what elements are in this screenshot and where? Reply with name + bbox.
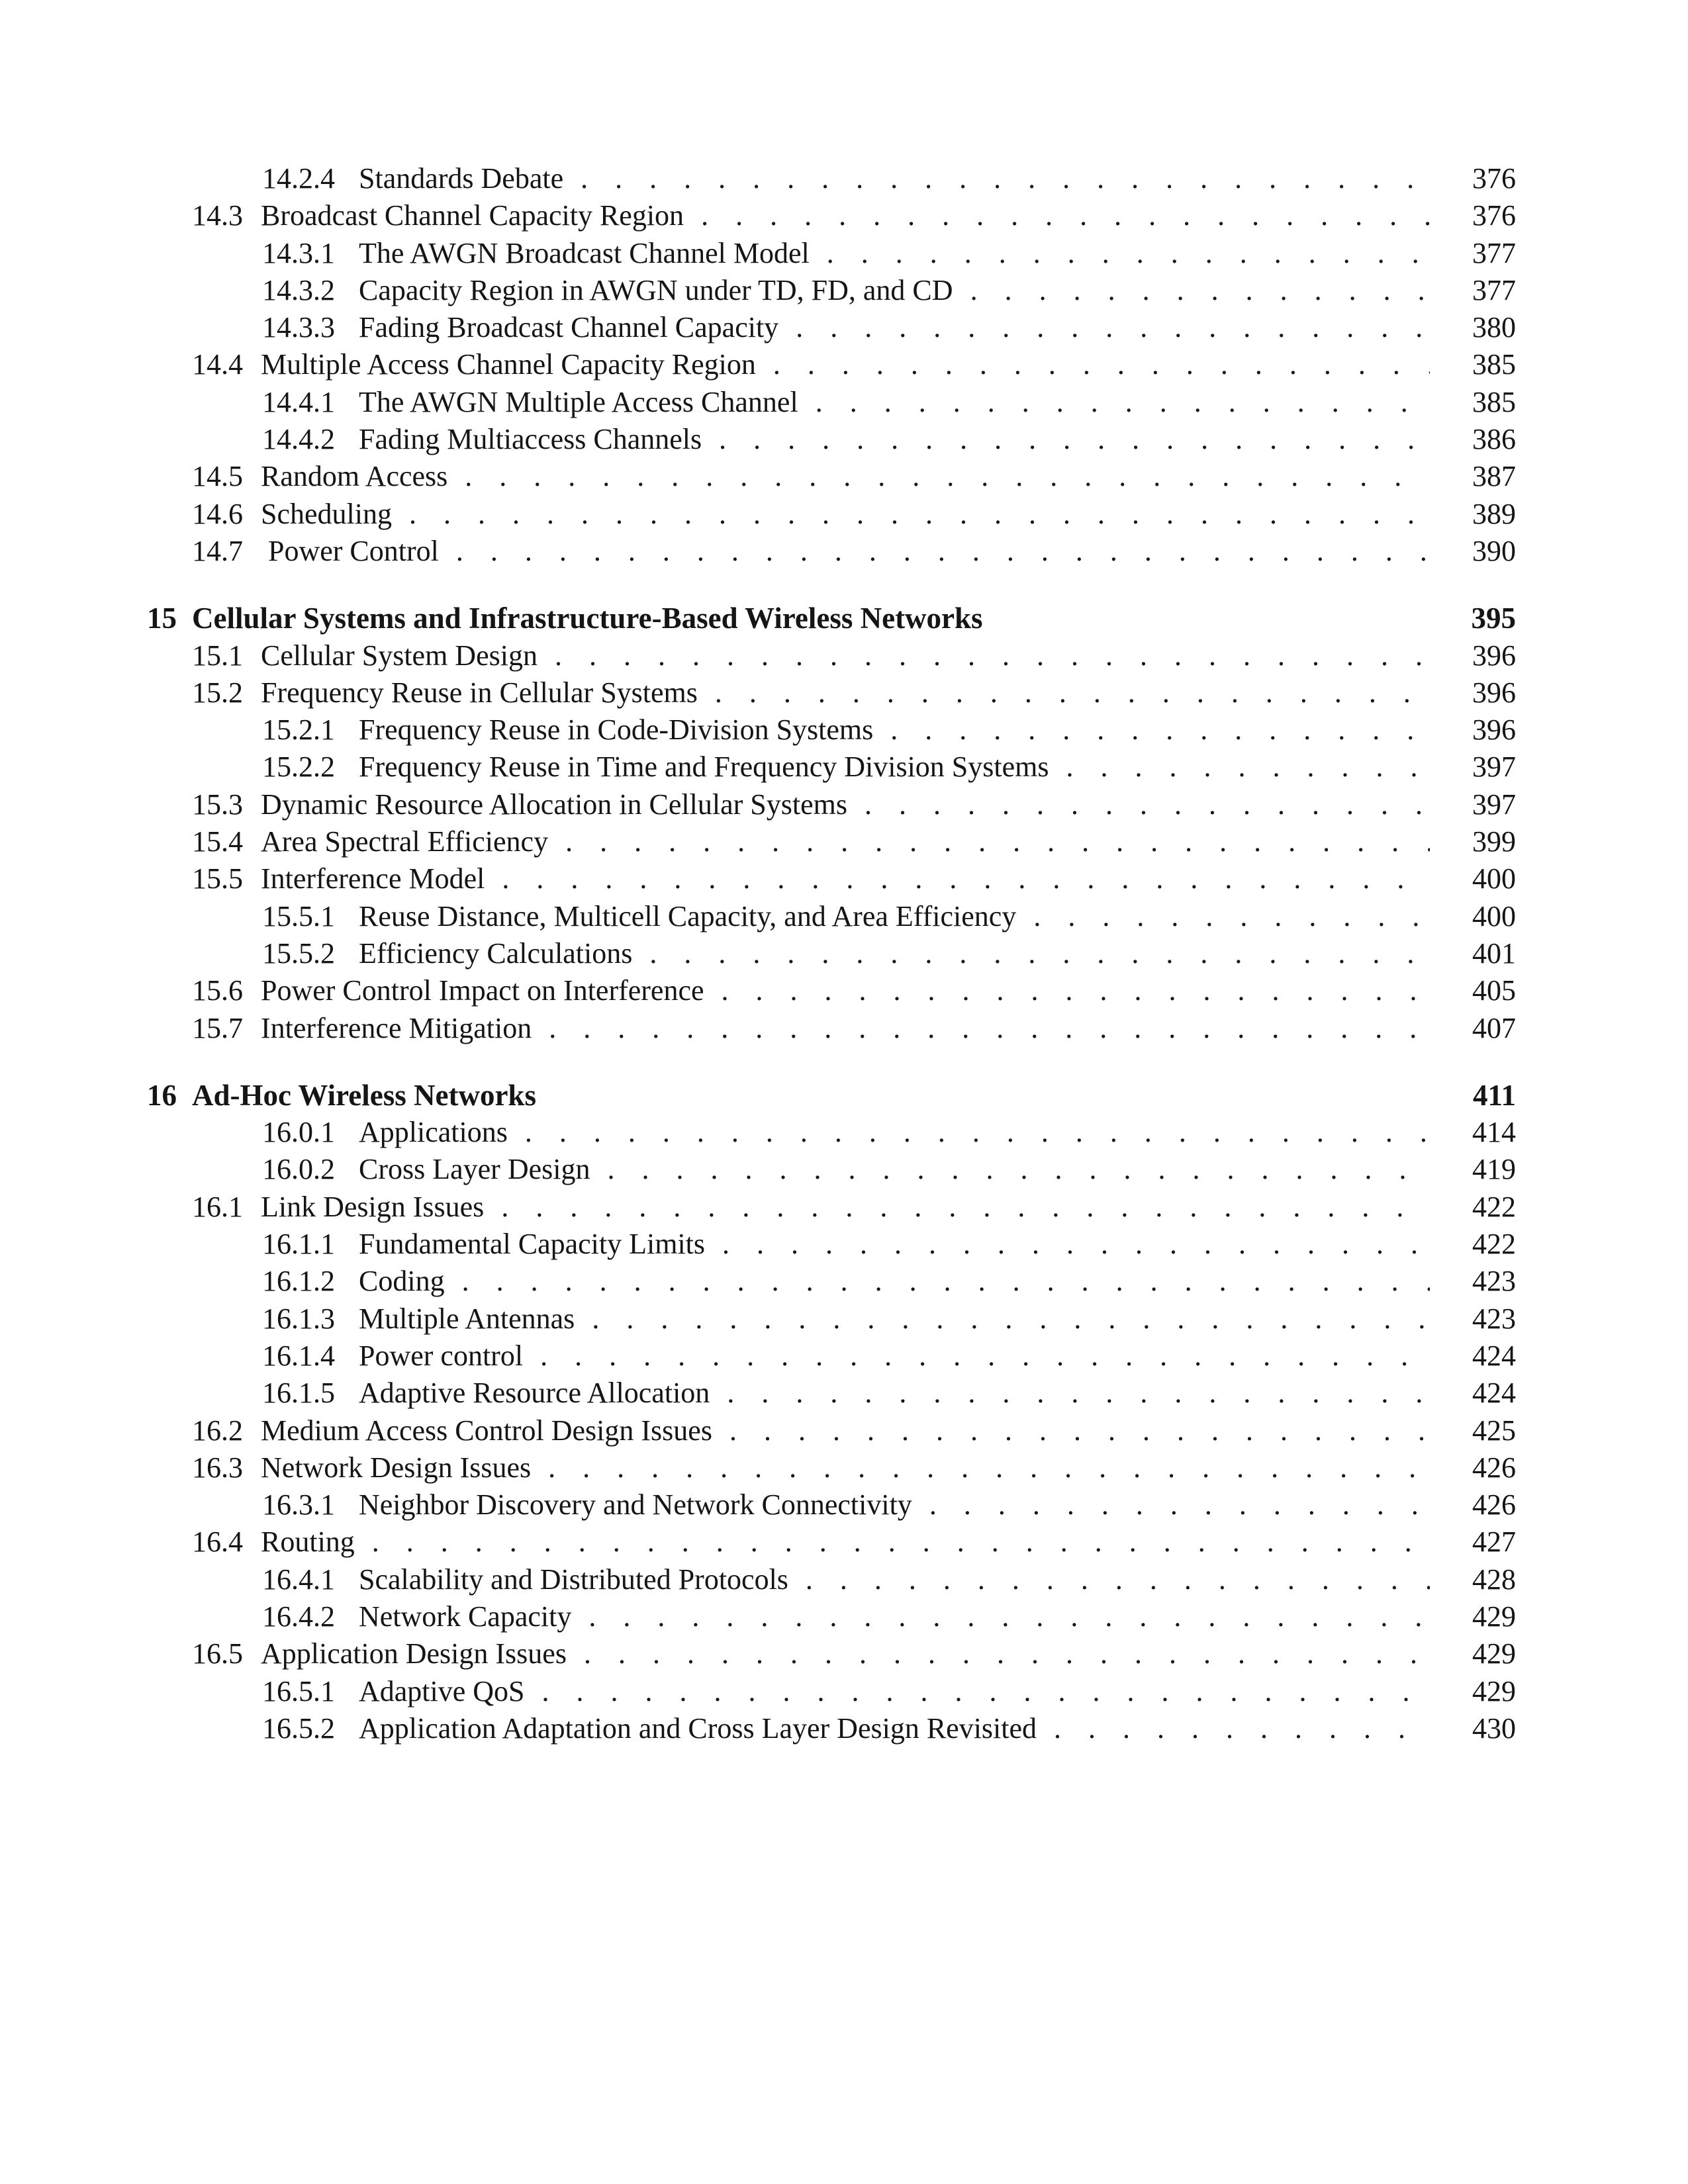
toc-entry-title-line (262, 898, 1430, 935)
toc-entry[interactable] (147, 1561, 1516, 1598)
toc-leader-dots (484, 1191, 1430, 1223)
toc-entry[interactable] (147, 421, 1516, 458)
toc-entry-number: 16.1.1 (262, 1228, 335, 1261)
toc-entry-number: 16.5.1 (262, 1674, 335, 1707)
toc-entry-page: 424 (1472, 1339, 1516, 1372)
toc-entry[interactable] (147, 786, 1516, 823)
toc-entry-number: 16.1.5 (262, 1377, 335, 1410)
toc-entry-page: 430 (1472, 1711, 1516, 1745)
toc-entry-title-line (262, 1226, 1430, 1263)
toc-entry-title: Medium Access Control Design Issues (261, 1414, 712, 1447)
toc-entry-page: 422 (1472, 1228, 1516, 1261)
toc-entry-number: 14.3.1 (262, 236, 335, 269)
toc-entry-number: 15.2.2 (262, 751, 335, 784)
toc-entry-title-line (262, 1561, 1430, 1598)
toc-entry-number: 14.4.1 (262, 385, 335, 418)
toc-entry-title: Link Design Issues (261, 1190, 485, 1223)
toc-leader-dots (710, 1377, 1430, 1409)
toc-leader-dots (788, 1563, 1430, 1596)
toc-entry-number: 14.4 (192, 348, 243, 381)
toc-entry[interactable] (147, 637, 1516, 674)
toc-entry-page: 376 (1472, 199, 1516, 232)
toc-entry[interactable] (147, 1486, 1516, 1524)
toc-leader-dots (1037, 1712, 1430, 1745)
toc-entry-title: Adaptive QoS (359, 1674, 525, 1707)
toc-entry-title-line (192, 458, 1430, 495)
toc-leader-dots (447, 460, 1430, 492)
toc-entry[interactable] (147, 1338, 1516, 1375)
toc-entry-title-line (262, 235, 1430, 272)
toc-leader-dots (508, 1116, 1430, 1148)
toc-entry-title: Neighbor Discovery and Network Connectivity (359, 1488, 912, 1522)
toc-leader-dots (548, 825, 1430, 858)
toc-leader-dots (532, 1012, 1430, 1044)
toc-entry-number: 14.3.2 (262, 273, 335, 306)
toc-entry-page: 429 (1472, 1600, 1516, 1633)
toc-entry-title: Broadcast Channel Capacity Region (261, 199, 684, 232)
toc-entry[interactable] (147, 458, 1516, 495)
toc-entry-number: 16.1.3 (262, 1302, 335, 1335)
toc-entry-number: 15.4 (192, 825, 243, 858)
toc-entry-title: Fading Multiaccess Channels (359, 423, 702, 456)
toc-leader-dots (355, 1525, 1430, 1558)
toc-entry-title-line (147, 1077, 1430, 1114)
toc-entry-number: 16.1 (192, 1190, 243, 1223)
toc-entry-number: 15.2.1 (262, 713, 335, 747)
toc-entry-number: 16.4 (192, 1525, 243, 1559)
toc-entry[interactable] (147, 1189, 1516, 1226)
toc-entry-page: 396 (1472, 676, 1516, 709)
toc-entry-page: 389 (1472, 497, 1516, 530)
toc-entry-title-line (262, 711, 1430, 749)
toc-leader-dots (531, 1451, 1430, 1484)
toc-entry-title: The AWGN Multiple Access Channel (359, 385, 798, 418)
toc-entry-number: 14.4.2 (262, 423, 335, 456)
toc-leader-dots (953, 274, 1430, 306)
toc-entry[interactable] (147, 711, 1516, 749)
toc-entry[interactable] (147, 1598, 1516, 1635)
toc-entry-title: Reuse Distance, Multicell Capacity, and Area Efficiency (359, 899, 1017, 933)
toc-entry[interactable] (147, 160, 1516, 197)
toc-entry-number: 14.3 (192, 199, 243, 232)
toc-entry-number: 14.2.4 (262, 162, 335, 195)
toc-entry[interactable] (147, 935, 1516, 972)
toc-entry-title-line (192, 972, 1430, 1009)
toc-leader-dots (702, 423, 1430, 455)
toc-leader-dots (705, 1228, 1430, 1260)
toc-entry-page: 429 (1472, 1674, 1516, 1707)
toc-entry-page: 427 (1472, 1525, 1516, 1559)
toc-leader-dots (590, 1153, 1430, 1185)
toc-entry-title: Cross Layer Design (359, 1153, 590, 1186)
toc-entry-page: 423 (1472, 1302, 1516, 1335)
toc-entry-title-line (192, 1189, 1430, 1226)
toc-entry-title-line (262, 1263, 1430, 1300)
toc-entry-title-line (262, 1338, 1430, 1375)
toc-entry-title-line (262, 160, 1430, 197)
toc-entry[interactable] (147, 235, 1516, 272)
toc-entry-title: Ad-Hoc Wireless Networks (192, 1078, 536, 1112)
toc-leader-dots (563, 162, 1430, 195)
toc-entry-page: 386 (1472, 423, 1516, 456)
toc-entry[interactable] (147, 533, 1516, 570)
toc-entry-title-line (192, 1524, 1430, 1561)
toc-entry-title: Routing (261, 1525, 355, 1559)
toc-entry-page: 419 (1472, 1153, 1516, 1186)
toc-entry-title-line (262, 1486, 1430, 1524)
toc-entry-page: 397 (1472, 788, 1516, 821)
toc-leader-dots (684, 199, 1430, 232)
toc-entry[interactable] (147, 1226, 1516, 1263)
toc-entry-page: 405 (1472, 974, 1516, 1007)
toc-leader-dots (439, 535, 1430, 567)
toc-entry-number: 14.3.3 (262, 311, 335, 344)
toc-entry-title: Network Capacity (359, 1600, 572, 1633)
toc-leader-dots (538, 639, 1430, 672)
toc-entry-page: 385 (1472, 348, 1516, 381)
toc-entry-number: 15.5.2 (262, 936, 335, 970)
toc-entry-number: 15.3 (192, 788, 243, 821)
toc-entry[interactable] (147, 1673, 1516, 1710)
toc-entry-number: 15.5.1 (262, 899, 335, 933)
toc-entry-title: Interference Mitigation (261, 1011, 532, 1044)
toc-entry-number: 16.5 (192, 1637, 243, 1670)
toc-entry-title-line (192, 197, 1430, 234)
toc-entry-page: 400 (1472, 899, 1516, 933)
toc-entry-title-line (262, 421, 1430, 458)
toc-entry-title-line (192, 637, 1430, 674)
toc-entry[interactable] (147, 1263, 1516, 1300)
toc-entry-title-line (262, 1673, 1430, 1710)
toc-entry-title-line (262, 1114, 1430, 1151)
toc-entry[interactable] (147, 1524, 1516, 1561)
toc-entry-title-line (192, 1635, 1430, 1672)
toc-leader-dots (445, 1265, 1430, 1297)
toc-leader-dots (632, 937, 1430, 970)
toc-leader-dots (1016, 900, 1430, 933)
toc-entry[interactable] (147, 1635, 1516, 1672)
toc-entry[interactable] (147, 1375, 1516, 1412)
toc-entry[interactable] (147, 749, 1516, 786)
toc-entry-page: 396 (1472, 713, 1516, 747)
toc-entry-title: Scalability and Distributed Protocols (359, 1563, 788, 1596)
toc-entry-number: 15.2 (192, 676, 243, 709)
toc-entry-number: 16.2 (192, 1414, 243, 1447)
toc-entry[interactable] (147, 272, 1516, 309)
toc-entry-page: 425 (1472, 1414, 1516, 1447)
toc-entry-number: 15.7 (192, 1011, 243, 1044)
toc-entry[interactable] (147, 972, 1516, 1009)
toc-entry-title: Capacity Region in AWGN under TD, FD, and CD (359, 273, 953, 306)
toc-leader-dots (575, 1302, 1430, 1335)
toc-entry-title: Cellular System Design (261, 639, 538, 672)
toc-entry-page: 385 (1472, 385, 1516, 418)
toc-entry-number: 16.3 (192, 1451, 243, 1484)
toc-entry-title-line (192, 346, 1430, 383)
toc-entry-page: 422 (1472, 1190, 1516, 1223)
toc-entry-title-line (262, 1710, 1430, 1747)
toc-entry-title: Fundamental Capacity Limits (359, 1228, 706, 1261)
toc-entry-title: The AWGN Broadcast Channel Model (359, 236, 810, 269)
toc-entry-title: Power Control Impact on Interference (261, 974, 704, 1007)
toc-entry-title-line (262, 1300, 1430, 1338)
toc-entry-title: Application Design Issues (261, 1637, 567, 1670)
toc-entry[interactable] (147, 384, 1516, 421)
toc-leader-dots (523, 1340, 1430, 1372)
toc-entry[interactable] (147, 1114, 1516, 1151)
toc-entry-page: 395 (1471, 602, 1516, 635)
toc-entry-page: 426 (1472, 1488, 1516, 1522)
toc-entry-title: Frequency Reuse in Code-Division Systems (359, 713, 874, 747)
toc-entry-title: Area Spectral Efficiency (261, 825, 549, 858)
toc-entry-page: 407 (1472, 1011, 1516, 1044)
toc-entry-title: Dynamic Resource Allocation in Cellular Systems (261, 788, 847, 821)
toc-entry-title-line (192, 674, 1430, 711)
toc-leader-dots (392, 498, 1430, 530)
table-of-contents (147, 160, 1516, 1747)
toc-entry[interactable] (147, 674, 1516, 711)
toc-entry-title: Scheduling (261, 497, 392, 530)
toc-entry-page: 423 (1472, 1265, 1516, 1298)
toc-entry-title: Application Adaptation and Cross Layer Design Revisited (359, 1711, 1037, 1745)
toc-entry[interactable] (147, 496, 1516, 533)
toc-entry[interactable] (147, 860, 1516, 897)
toc-entry[interactable] (147, 309, 1516, 346)
toc-entry[interactable] (147, 1300, 1516, 1338)
toc-leader-dots (778, 311, 1430, 343)
toc-entry-title-line (192, 1449, 1430, 1486)
toc-entry-title: Fading Broadcast Channel Capacity (359, 311, 779, 344)
toc-entry-title: Network Design Issues (261, 1451, 532, 1484)
toc-entry-number: 14.5 (192, 460, 243, 493)
toc-entry[interactable] (147, 197, 1516, 234)
toc-entry-title-line (192, 496, 1430, 533)
toc-leader-dots (567, 1637, 1430, 1670)
toc-entry-number: 15 (147, 602, 177, 635)
toc-entry-page: 401 (1472, 936, 1516, 970)
toc-entry-title: Standards Debate (359, 162, 564, 195)
toc-entry-title-line (262, 309, 1430, 346)
toc-entry-title-line (192, 860, 1430, 897)
toc-leader-dots (571, 1600, 1430, 1633)
toc-entry-number: 15.6 (192, 974, 243, 1007)
toc-entry-title-line (262, 935, 1430, 972)
toc-entry-number: 16.1.4 (262, 1339, 335, 1372)
toc-entry-page: 426 (1472, 1451, 1516, 1484)
toc-entry-title: Efficiency Calculations (359, 936, 633, 970)
toc-leader-dots (847, 788, 1430, 821)
toc-entry-page: 399 (1472, 825, 1516, 858)
toc-entry-title-line (192, 786, 1430, 823)
toc-entry-page: 387 (1472, 460, 1516, 493)
toc-leader-dots (756, 348, 1430, 381)
toc-entry-number: 16.3.1 (262, 1488, 335, 1522)
toc-chapter-entry[interactable] (147, 1077, 1516, 1114)
toc-entry-title-line (192, 1010, 1430, 1047)
toc-entry-title: Interference Model (261, 862, 485, 895)
toc-entry[interactable] (147, 1710, 1516, 1747)
toc-entry[interactable] (147, 1412, 1516, 1449)
toc-entry-page: 377 (1472, 273, 1516, 306)
toc-entry-title: Cellular Systems and Infrastructure-Based Wireless Networks (192, 602, 983, 635)
toc-entry[interactable] (147, 1010, 1516, 1047)
toc-leader-dots (525, 1675, 1430, 1707)
toc-entry-number: 16.0.1 (262, 1116, 335, 1149)
toc-entry[interactable] (147, 823, 1516, 860)
toc-entry-title: Multiple Access Channel Capacity Region (261, 348, 756, 381)
toc-leader-dots (485, 862, 1430, 895)
toc-leader-dots (1049, 751, 1430, 783)
toc-leader-dots (873, 713, 1430, 746)
toc-entry-number: 15.1 (192, 639, 243, 672)
toc-leader-dots (712, 1414, 1430, 1447)
toc-entry-page: 411 (1472, 1078, 1516, 1112)
toc-entry-title-line (262, 1598, 1430, 1635)
toc-entry-title-line (192, 823, 1430, 860)
toc-entry-number: 16.5.2 (262, 1711, 335, 1745)
toc-entry-number: 16.0.2 (262, 1153, 335, 1186)
toc-entry-page: 400 (1472, 862, 1516, 895)
toc-entry-title: Frequency Reuse in Time and Frequency Division Systems (359, 751, 1049, 784)
toc-entry-number: 14.7 (192, 534, 243, 567)
toc-entry-title: Adaptive Resource Allocation (359, 1377, 710, 1410)
toc-entry-number: 16.4.2 (262, 1600, 335, 1633)
toc-entry-title-line (192, 533, 1430, 570)
toc-entry-title-line (262, 749, 1430, 786)
toc-entry[interactable] (147, 346, 1516, 383)
toc-entry-title: Multiple Antennas (359, 1302, 575, 1335)
toc-entry-page: 377 (1472, 236, 1516, 269)
toc-entry-number: 16.4.1 (262, 1563, 335, 1596)
toc-chapter-entry[interactable] (147, 600, 1516, 637)
toc-entry-page: 376 (1472, 162, 1516, 195)
toc-entry-number: 14.6 (192, 497, 243, 530)
toc-entry-page: 390 (1472, 534, 1516, 567)
toc-entry-title-line (262, 1375, 1430, 1412)
toc-leader-dots (698, 676, 1430, 709)
toc-entry-page: 428 (1472, 1563, 1516, 1596)
toc-entry[interactable] (147, 1449, 1516, 1486)
toc-entry[interactable] (147, 898, 1516, 935)
toc-entry-number: 15.5 (192, 862, 243, 895)
toc-entry-number: 16.1.2 (262, 1265, 335, 1298)
toc-entry-title: Coding (359, 1265, 445, 1298)
toc-entry-page: 424 (1472, 1377, 1516, 1410)
toc-leader-dots (912, 1488, 1430, 1521)
toc-leader-dots (798, 386, 1430, 418)
toc-entry-page: 380 (1472, 311, 1516, 344)
toc-entry-title: Random Access (261, 460, 448, 493)
toc-entry[interactable] (147, 1151, 1516, 1188)
toc-entry-page: 397 (1472, 751, 1516, 784)
toc-entry-title-line (262, 384, 1430, 421)
toc-entry-page: 414 (1472, 1116, 1516, 1149)
toc-entry-title: Applications (359, 1116, 508, 1149)
toc-entry-number: 16 (147, 1078, 177, 1112)
toc-entry-title: Frequency Reuse in Cellular Systems (261, 676, 698, 709)
toc-entry-title: Power Control (261, 534, 439, 567)
toc-leader-dots (810, 237, 1430, 269)
toc-entry-title-line (262, 272, 1430, 309)
toc-entry-page: 396 (1472, 639, 1516, 672)
toc-entry-title-line (192, 1412, 1430, 1449)
toc-entry-title-line (262, 1151, 1430, 1188)
toc-entry-title: Power control (359, 1339, 524, 1372)
toc-entry-page: 429 (1472, 1637, 1516, 1670)
toc-leader-dots (704, 974, 1430, 1007)
toc-entry-title-line (147, 600, 1430, 637)
